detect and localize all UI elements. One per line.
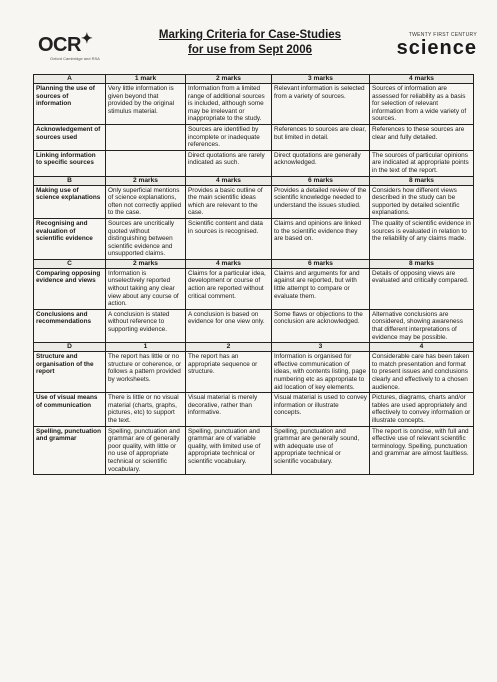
descriptor-cell: Claims and opinions are linked to the scientific evidence they are based on. [272,218,370,259]
page-title [150,28,350,58]
descriptor-cell: Claims for a particular idea, development or course of action are reported without critical comment. [186,268,272,309]
marks-header: 3 marks [272,75,370,84]
marks-header: 6 marks [272,259,370,268]
descriptor-cell: Provides a basic outline of the main scientific ideas which are relevant to the case. [186,185,272,218]
marks-header: 2 marks [186,75,272,84]
descriptor-cell: Details of opposing views are evaluated and critically compared. [370,268,474,309]
marks-header: 4 marks [186,176,272,185]
tfc-logo-big: science [396,37,477,59]
title-line-1: Marking Criteria for Case-Studies [158,29,342,41]
descriptor-cell: The report has little or no structure or coherence, or follows a pattern provided by worksheets. [106,352,186,393]
descriptor-cell: Direct quotations are rarely indicated as such. [186,150,272,176]
marking-criteria-table [33,74,474,475]
section-header-row [34,75,474,84]
criterion-row [34,124,474,150]
descriptor-cell: Only superficial mentions of science explanations, often not correctly applied to the case. [106,185,186,218]
criterion-row [34,150,474,176]
descriptor-cell: Visual material is used to convey information or illustrate concepts. [272,393,370,426]
criterion-label: Structure and organisation of the report [34,352,106,393]
section-header-row [34,259,474,268]
descriptor-cell: Claims and arguments for and against are reported, but with little attempt to compare or evaluate them. [272,268,370,309]
criterion-row [34,268,474,309]
descriptor-cell: A conclusion is stated without reference to supporting evidence. [106,309,186,342]
descriptor-cell: Information from a limited range of additional sources is included, although some may be irrelevant or inappropriate to the study. [186,84,272,125]
criterion-label: Spelling, punctuation and grammar [34,426,106,475]
ocr-logo-subtitle: Oxford Cambridge and RSA [50,56,100,61]
descriptor-cell: Pictures, diagrams, charts and/or tables are used appropriately and effectively to convey information or illustrate concepts. [370,393,474,426]
criterion-row [34,426,474,475]
descriptor-cell [106,150,186,176]
descriptor-cell: References to sources are clear, but limited in detail. [272,124,370,150]
marks-header: 6 marks [272,176,370,185]
descriptor-cell: Spelling, punctuation and grammar are of variable quality, with limited use of appropriate technical or scientific vocabulary. [186,426,272,475]
descriptor-cell: Direct quotations are generally acknowledged. [272,150,370,176]
criterion-label: Linking information to specific sources [34,150,106,176]
criterion-row [34,393,474,426]
marks-header: 1 [106,343,186,352]
criterion-row [34,185,474,218]
descriptor-cell: Relevant information is selected from a variety of sources. [272,84,370,125]
descriptor-cell: The report is concise, with full and effective use of relevant scientific terminology. Spelling, punctuation and grammar are almost faultless. [370,426,474,475]
title-line-2: for use from Sept 2006 [188,44,312,56]
descriptor-cell: Visual material is merely decorative, rather than informative. [186,393,272,426]
criterion-row [34,84,474,125]
descriptor-cell: Considerable care has been taken to match presentation and format to present issues and conclusions clearly and effectively to a chosen audience. [370,352,474,393]
marks-header: 2 marks [106,176,186,185]
criterion-label: Recognising and evaluation of scientific evidence [34,218,106,259]
descriptor-cell: References to these sources are clear and fully detailed. [370,124,474,150]
section-letter: B [34,176,106,185]
section-letter: A [34,75,106,84]
descriptor-cell: Scientific content and data in sources is recognised. [186,218,272,259]
descriptor-cell: Sources are uncritically quoted without distinguishing between scientific evidence and unsupported claims. [106,218,186,259]
marks-header: 4 marks [370,75,474,84]
star-icon: ✦ [80,30,93,46]
descriptor-cell: Provides a detailed review of the scientific knowledge needed to understand the issues studied. [272,185,370,218]
criterion-row [34,309,474,342]
descriptor-cell: The sources of particular opinions are indicated at appropriate points in the text of the report. [370,150,474,176]
marks-header: 4 [370,343,474,352]
descriptor-cell: Spelling, punctuation and grammar are of generally poor quality, with little or no use of appropriate technical or scientific vocabulary. [106,426,186,475]
descriptor-cell: There is little or no visual material (charts, graphs, pictures, etc) to support the text. [106,393,186,426]
descriptor-cell: Sources are identified by incomplete or inadequate references. [186,124,272,150]
section-letter: C [34,259,106,268]
marks-header: 3 [272,343,370,352]
descriptor-cell: The quality of scientific evidence in sources is evaluated in relation to the reliability of any claims made. [370,218,474,259]
tfc-logo-small: TWENTY FIRST CENTURY [408,32,477,38]
descriptor-cell: Very little information is given beyond that provided by the original stimulus material. [106,84,186,125]
descriptor-cell: Some flaws or objections to the conclusion are acknowledged. [272,309,370,342]
criterion-label: Conclusions and recommendations [34,309,106,342]
criterion-label: Making use of science explanations [34,185,106,218]
marks-header: 8 marks [370,259,474,268]
marks-header: 1 mark [106,75,186,84]
descriptor-cell: A conclusion is based on evidence for one view only. [186,309,272,342]
descriptor-cell: Spelling, punctuation and grammar are generally sound, with adequate use of appropriate technical or scientific vocabulary. [272,426,370,475]
marks-header: 2 marks [106,259,186,268]
ocr-logo [38,30,93,57]
criterion-label: Acknowledgement of sources used [34,124,106,150]
twenty-first-century-science-logo [365,32,477,58]
descriptor-cell: Alternative conclusions are considered, showing awareness that different interpretations of evidence may be possible. [370,309,474,342]
section-letter: D [34,343,106,352]
descriptor-cell: Information is organised for effective communication of ideas, with contents listing, page numbering etc as appropriate to aid location of key elements. [272,352,370,393]
criterion-label: Use of visual means of communication [34,393,106,426]
descriptor-cell: The report has an appropriate sequence or structure. [186,352,272,393]
section-header-row [34,343,474,352]
descriptor-cell [106,124,186,150]
section-header-row [34,176,474,185]
marks-header: 2 [186,343,272,352]
descriptor-cell: Considers how different views described in the study can be supported by detailed scientific explanations. [370,185,474,218]
descriptor-cell: Sources of information are assessed for reliability as a basis for selection of relevant information from a wide variety of sources. [370,84,474,125]
criterion-label: Planning the use of sources of information [34,84,106,125]
criterion-label: Comparing opposing evidence and views [34,268,106,309]
marks-header: 8 marks [370,176,474,185]
criterion-row [34,352,474,393]
marks-header: 4 marks [186,259,272,268]
ocr-logo-text: OCR [38,34,81,56]
criterion-row [34,218,474,259]
descriptor-cell: Information is unselectively reported without taking any clear view about any course of action. [106,268,186,309]
